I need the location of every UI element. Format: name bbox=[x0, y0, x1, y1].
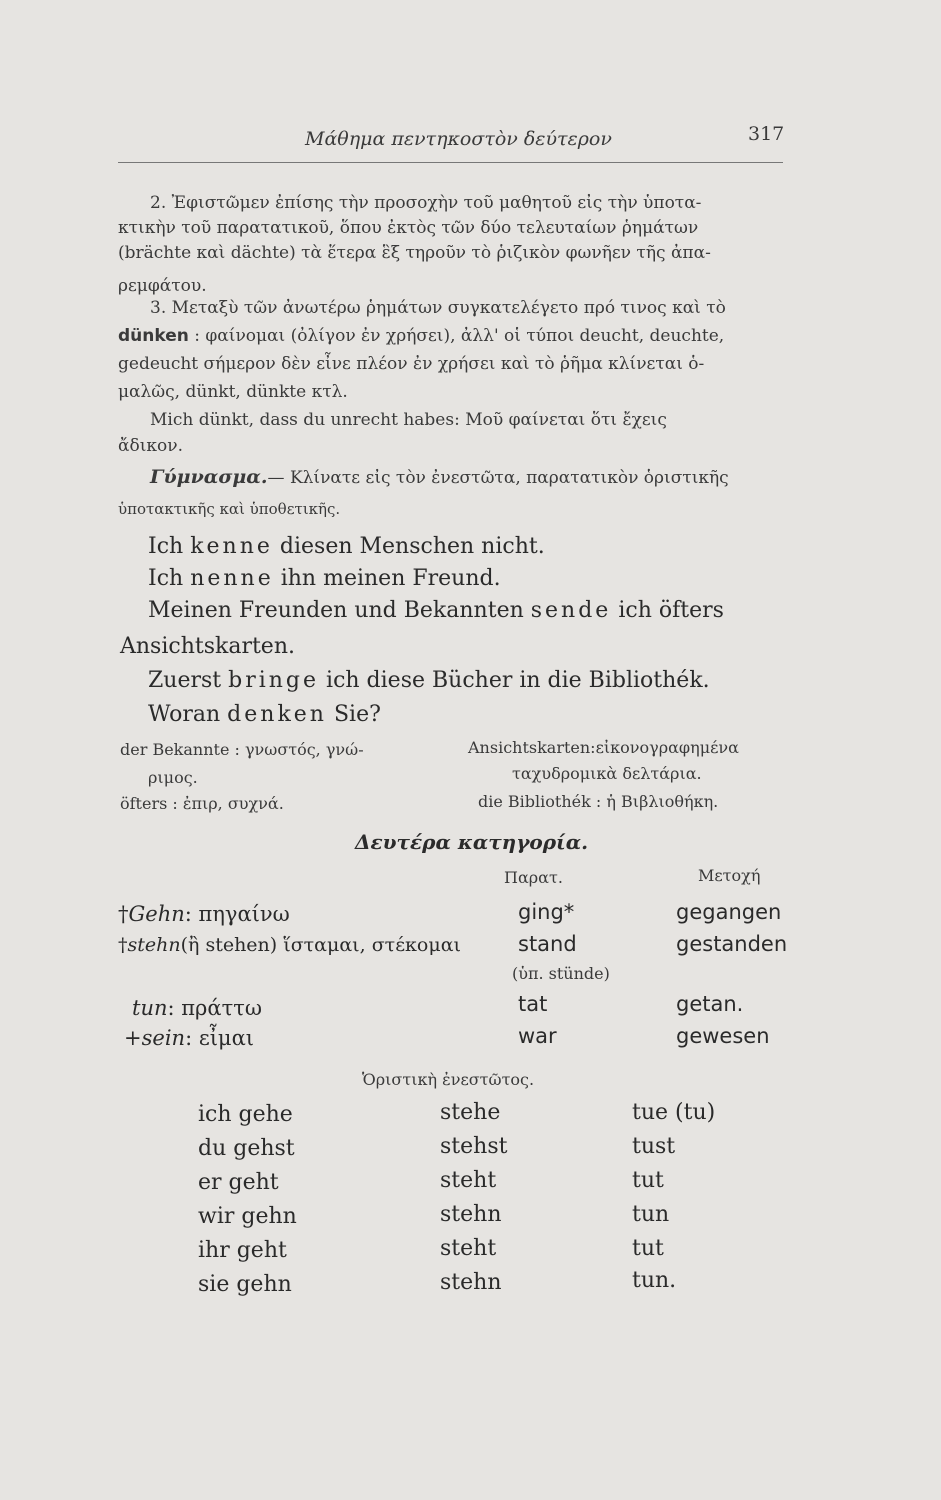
exercise-sentence: Zuerst bringe ich diese Bücher in die Bibliothék. bbox=[148, 668, 710, 693]
verb-row: †Gehn: πηγαίνω bbox=[118, 902, 290, 926]
exercise-instruction-line: ὑποτακτικῆς καὶ ὑποθετικῆς. bbox=[118, 500, 341, 518]
column-header-past: Παρατ. bbox=[504, 868, 563, 887]
conj-gehn: sie gehn bbox=[198, 1272, 292, 1297]
exercise-sentence-cont: Ansichtskarten. bbox=[120, 634, 295, 659]
conj-stehn: stehe bbox=[440, 1100, 501, 1125]
vocab-entry: der Bekannte : γνωστός, γνώ- bbox=[120, 740, 364, 759]
verb-infinitive: tun bbox=[132, 996, 168, 1020]
paragraph-2-line: (brächte καὶ dächte) τὰ ἕτερα ἓξ τηροῦν τὸ ῥιζικὸν φωνῆεν τῆς ἀπα- bbox=[118, 243, 711, 263]
paragraph-2-line: ρεμφάτου. bbox=[118, 276, 207, 296]
target-verb: denken bbox=[227, 702, 327, 727]
verb-participle: gegangen bbox=[676, 900, 782, 924]
subjunctive-note: (ὑπ. stünde) bbox=[512, 964, 610, 983]
verb-participle: gestanden bbox=[676, 932, 788, 956]
exercise-sentence: Ich nenne ihn meinen Freund. bbox=[148, 566, 501, 591]
paragraph-3-line: 3. Μεταξὺ τῶν ἀνωτέρω ῥημάτων συγκατελέγετο πρό τινος καὶ τὸ bbox=[150, 298, 726, 318]
conj-gehn: ich gehe bbox=[198, 1102, 293, 1127]
conj-tun: tue (tu) bbox=[632, 1100, 716, 1125]
conj-stehn: stehn bbox=[440, 1270, 502, 1295]
target-verb: kenne bbox=[190, 534, 273, 559]
paragraph-3-line: dünken : φαίνομαι (ὀλίγον ἐν χρήσει), ἀλλ' οἱ τύποι deucht, deuchte, bbox=[118, 326, 725, 346]
verb-past: tat bbox=[518, 992, 548, 1016]
column-header-participle: Μετοχή bbox=[698, 866, 761, 885]
conj-tun: tut bbox=[632, 1168, 664, 1193]
verb-infinitive: sein bbox=[141, 1026, 186, 1050]
conj-gehn: er geht bbox=[198, 1170, 279, 1195]
exercise-sentence: Ich kenne diesen Menschen nicht. bbox=[148, 534, 545, 559]
conj-stehn: stehst bbox=[440, 1134, 508, 1159]
target-verb: nenne bbox=[190, 566, 274, 591]
conj-gehn: du gehst bbox=[198, 1136, 295, 1161]
conj-gehn: ihr geht bbox=[198, 1238, 287, 1263]
example-sentence: Mich dünkt, dass du unrecht habes: Μοῦ φαίνεται ὅτι ἔχεις bbox=[150, 410, 667, 430]
running-header: Μάθημα πεντηκοστὸν δεύτερον bbox=[305, 128, 612, 150]
verb-row: +sein: εἶμαι bbox=[124, 1026, 254, 1050]
verb-participle: gewesen bbox=[676, 1024, 770, 1048]
header-rule bbox=[118, 162, 783, 163]
conj-stehn: steht bbox=[440, 1236, 497, 1261]
conj-stehn: stehn bbox=[440, 1202, 502, 1227]
exercise-sentence: Woran denken Sie? bbox=[148, 702, 381, 727]
paragraph-2-line: κτικὴν τοῦ παρατατικοῦ, ὅπου ἐκτὸς τῶν δύο τελευταίων ῥημάτων bbox=[118, 218, 699, 238]
conj-tun: tun. bbox=[632, 1268, 677, 1293]
vocab-entry: ταχυδρομικὰ δελτάρια. bbox=[512, 764, 702, 783]
exercise-instruction: Γύμνασμα.— Κλίνατε εἰς τὸν ἐνεστῶτα, παρατατικὸν ὁριστικῆς bbox=[150, 466, 729, 488]
paragraph-2-line: 2. Ἐφιστῶμεν ἐπίσης τὴν προσοχὴν τοῦ μαθητοῦ εἰς τὴν ὑποτα- bbox=[150, 193, 702, 213]
conj-gehn: wir gehn bbox=[198, 1204, 297, 1229]
verb-participle: getan. bbox=[676, 992, 744, 1016]
verb-past: stand bbox=[518, 932, 577, 956]
verb-row: tun: πράττω bbox=[132, 996, 262, 1020]
vocab-entry: Ansichtskarten:εἰκονογραφημένα bbox=[468, 738, 739, 757]
example-translation: ἄδικον. bbox=[118, 436, 183, 456]
paragraph-3-line: μαλῶς, dünkt, dünkte κτλ. bbox=[118, 382, 348, 402]
exercise-label: Γύμνασμα. bbox=[150, 466, 268, 488]
target-verb: sende bbox=[530, 598, 612, 623]
verb-row: †stehn(ἢ stehen) ἵσταμαι, στέκομαι bbox=[118, 934, 461, 956]
conj-tun: tun bbox=[632, 1202, 670, 1227]
exercise-sentence: Meinen Freunden und Bekannten sende ich öfters bbox=[148, 598, 724, 623]
conj-stehn: steht bbox=[440, 1168, 497, 1193]
paragraph-3-line: gedeucht σήμερον δὲν εἶνε πλέον ἐν χρήσει καὶ τὸ ῥῆμα κλίνεται ὁ- bbox=[118, 354, 705, 374]
keyword-dunken: dünken bbox=[118, 326, 189, 346]
conj-tun: tust bbox=[632, 1134, 676, 1159]
vocab-entry: die Bibliothék : ἡ Βιβλιοθήκη. bbox=[478, 792, 719, 811]
conj-tun: tut bbox=[632, 1236, 664, 1261]
verb-infinitive: stehn bbox=[127, 934, 181, 956]
vocab-entry: ριμος. bbox=[148, 768, 198, 787]
conjugation-title: Ὁριστικὴ ἐνεστῶτος. bbox=[362, 1070, 535, 1089]
verb-past: war bbox=[518, 1024, 557, 1048]
category-title: Δευτέρα κατηγορία. bbox=[355, 830, 589, 854]
target-verb: bringe bbox=[228, 668, 320, 693]
verb-infinitive: Gehn bbox=[128, 902, 185, 926]
verb-past: ging* bbox=[518, 900, 575, 924]
page-number: 317 bbox=[748, 123, 785, 145]
vocab-entry: öfters : ἐπιρ, συχνά. bbox=[120, 794, 284, 813]
